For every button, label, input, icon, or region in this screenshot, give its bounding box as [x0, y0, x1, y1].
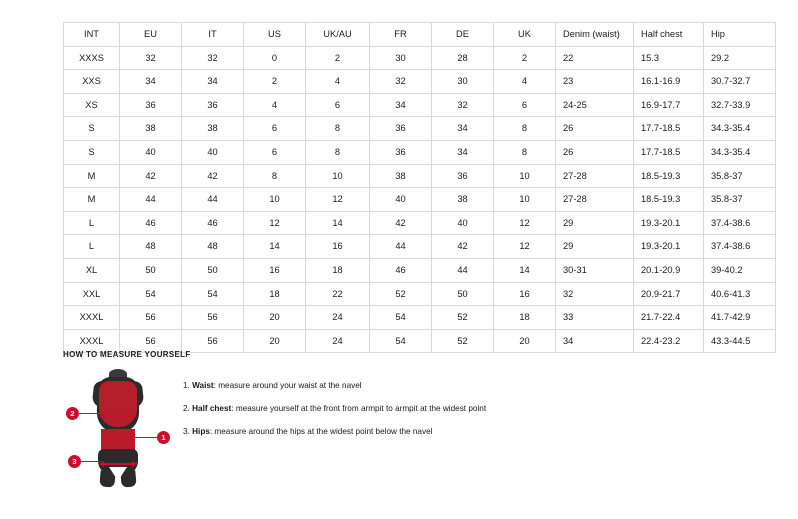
table-cell: 32	[182, 46, 244, 70]
instruction-number: 2.	[183, 403, 190, 413]
waist-leader-line	[135, 437, 157, 438]
table-cell: 48	[120, 235, 182, 259]
table-cell: 44	[432, 258, 494, 282]
mannequin-illustration	[63, 369, 173, 504]
table-cell: 34	[182, 70, 244, 94]
table-cell: 22	[306, 282, 370, 306]
size-conversion-table	[63, 22, 776, 353]
table-cell: 44	[182, 188, 244, 212]
table-cell: 46	[120, 211, 182, 235]
table-cell: 6	[244, 140, 306, 164]
instruction-text: : measure around your waist at the navel	[213, 381, 362, 390]
table-cell: 41.7-42.9	[704, 306, 776, 330]
table-cell: S	[64, 140, 120, 164]
table-cell: 50	[432, 282, 494, 306]
hips-leader-line	[81, 461, 101, 462]
table-cell: 29.2	[704, 46, 776, 70]
table-cell: 6	[244, 117, 306, 141]
table-cell: 36	[432, 164, 494, 188]
table-cell: 18	[244, 282, 306, 306]
table-cell: 54	[120, 282, 182, 306]
table-cell: 42	[120, 164, 182, 188]
table-cell: M	[64, 164, 120, 188]
table-cell: 54	[370, 306, 432, 330]
instruction-half-chest	[183, 404, 486, 414]
table-cell: XXS	[64, 70, 120, 94]
table-cell: 36	[370, 117, 432, 141]
table-cell: XXL	[64, 282, 120, 306]
table-cell: 19.3-20.1	[634, 211, 704, 235]
table-cell: 44	[370, 235, 432, 259]
table-cell: 56	[182, 329, 244, 353]
instruction-number: 3.	[183, 426, 190, 436]
mannequin-bust-inner	[99, 381, 137, 427]
table-cell: 18.5-19.3	[634, 188, 704, 212]
table-cell: 20	[244, 306, 306, 330]
table-cell: 27-28	[556, 188, 634, 212]
table-row	[64, 306, 776, 330]
table-cell: 4	[244, 93, 306, 117]
table-cell: 15.3	[634, 46, 704, 70]
table-cell: 56	[120, 329, 182, 353]
measure-instructions	[183, 369, 486, 450]
table-cell: XXXS	[64, 46, 120, 70]
table-cell: 32	[370, 70, 432, 94]
table-row	[64, 211, 776, 235]
table-cell: 34	[120, 70, 182, 94]
table-cell: 32.7-33.9	[704, 93, 776, 117]
table-cell: 30	[370, 46, 432, 70]
table-cell: 23	[556, 70, 634, 94]
table-cell: 46	[182, 211, 244, 235]
column-header-half-chest: Half chest	[634, 23, 704, 47]
half-chest-measure-arrow	[99, 413, 137, 419]
table-cell: 24-25	[556, 93, 634, 117]
table-cell: XXXL	[64, 306, 120, 330]
table-cell: 38	[370, 164, 432, 188]
table-cell: 34.3-35.4	[704, 117, 776, 141]
instruction-term: Half chest	[192, 403, 232, 413]
table-cell: XXXL	[64, 329, 120, 353]
badge-2-half-chest: 2	[66, 407, 79, 420]
table-row	[64, 117, 776, 141]
hips-measure-arrow	[99, 461, 137, 467]
table-cell: 14	[306, 211, 370, 235]
how-to-measure-section	[63, 350, 735, 504]
table-cell: 6	[306, 93, 370, 117]
table-cell: 50	[120, 258, 182, 282]
table-cell: 34	[556, 329, 634, 353]
table-cell: 12	[494, 235, 556, 259]
table-cell: 0	[244, 46, 306, 70]
column-header-uk: UK	[494, 23, 556, 47]
table-cell: XL	[64, 258, 120, 282]
table-cell: 16.1-16.9	[634, 70, 704, 94]
table-cell: 26	[556, 140, 634, 164]
table-cell: 22	[556, 46, 634, 70]
half-chest-leader-line	[79, 413, 101, 414]
table-cell: 24	[306, 329, 370, 353]
table-cell: 40	[370, 188, 432, 212]
instruction-term: Hips	[192, 426, 210, 436]
arrow-right-icon	[132, 461, 137, 467]
table-cell: 2	[306, 46, 370, 70]
instruction-hips	[183, 427, 486, 437]
measure-bar	[107, 439, 130, 440]
table-cell: 35.8-37	[704, 188, 776, 212]
column-header-hip: Hip	[704, 23, 776, 47]
table-cell: 28	[432, 46, 494, 70]
table-cell: 10	[244, 188, 306, 212]
table-row	[64, 93, 776, 117]
table-cell: 21.7-22.4	[634, 306, 704, 330]
table-cell: 32	[556, 282, 634, 306]
table-cell: 4	[306, 70, 370, 94]
table-cell: S	[64, 117, 120, 141]
table-cell: 34.3-35.4	[704, 140, 776, 164]
arrow-right-icon	[132, 413, 137, 419]
table-cell: 18	[306, 258, 370, 282]
table-cell: 42	[432, 235, 494, 259]
table-cell: 14	[494, 258, 556, 282]
table-cell: 52	[432, 329, 494, 353]
table-cell: 54	[182, 282, 244, 306]
table-row	[64, 46, 776, 70]
table-cell: 52	[370, 282, 432, 306]
table-cell: 50	[182, 258, 244, 282]
table-cell: 16.9-17.7	[634, 93, 704, 117]
table-cell: 52	[432, 306, 494, 330]
table-cell: 40	[182, 140, 244, 164]
table-cell: 40	[120, 140, 182, 164]
table-cell: 16	[306, 235, 370, 259]
table-cell: 40.6-41.3	[704, 282, 776, 306]
table-cell: M	[64, 188, 120, 212]
table-cell: 10	[494, 188, 556, 212]
table-cell: 30	[432, 70, 494, 94]
column-header-fr: FR	[370, 23, 432, 47]
table-cell: 35.8-37	[704, 164, 776, 188]
table-cell: 24	[306, 306, 370, 330]
table-row	[64, 70, 776, 94]
table-cell: 18.5-19.3	[634, 164, 704, 188]
table-cell: 48	[182, 235, 244, 259]
column-header-eu: EU	[120, 23, 182, 47]
table-cell: 8	[494, 117, 556, 141]
table-row	[64, 140, 776, 164]
table-cell: 36	[182, 93, 244, 117]
table-cell: 34	[432, 117, 494, 141]
table-cell: 38	[120, 117, 182, 141]
table-cell: 12	[494, 211, 556, 235]
table-cell: 39-40.2	[704, 258, 776, 282]
table-cell: 8	[306, 140, 370, 164]
table-cell: 20.9-21.7	[634, 282, 704, 306]
table-cell: 17.7-18.5	[634, 117, 704, 141]
table-cell: 2	[494, 46, 556, 70]
table-cell: 36	[370, 140, 432, 164]
table-cell: 18	[494, 306, 556, 330]
table-cell: 20	[494, 329, 556, 353]
column-header-it: IT	[182, 23, 244, 47]
table-cell: 29	[556, 235, 634, 259]
table-cell: 40	[432, 211, 494, 235]
table-cell: 46	[370, 258, 432, 282]
table-cell: 12	[306, 188, 370, 212]
table-cell: 30.7-32.7	[704, 70, 776, 94]
table-body	[64, 46, 776, 353]
table-cell: 20.1-20.9	[634, 258, 704, 282]
table-cell: 22.4-23.2	[634, 329, 704, 353]
size-table-container	[63, 22, 751, 353]
table-cell: 54	[370, 329, 432, 353]
table-row	[64, 258, 776, 282]
column-header-uk-au: UK/AU	[306, 23, 370, 47]
column-header-int: INT	[64, 23, 120, 47]
table-cell: 33	[556, 306, 634, 330]
table-cell: 8	[244, 164, 306, 188]
table-cell: 6	[494, 93, 556, 117]
instruction-waist	[183, 381, 486, 391]
table-row	[64, 164, 776, 188]
table-cell: 8	[494, 140, 556, 164]
badge-1-waist: 1	[157, 431, 170, 444]
table-cell: 10	[494, 164, 556, 188]
table-cell: 38	[432, 188, 494, 212]
table-cell: 34	[370, 93, 432, 117]
table-cell: XS	[64, 93, 120, 117]
waist-measure-arrow	[102, 437, 135, 443]
table-header-row	[64, 23, 776, 47]
table-cell: 17.7-18.5	[634, 140, 704, 164]
table-cell: 32	[120, 46, 182, 70]
table-row	[64, 235, 776, 259]
table-cell: 20	[244, 329, 306, 353]
table-cell: 16	[244, 258, 306, 282]
badge-3-hips: 3	[68, 455, 81, 468]
table-cell: L	[64, 211, 120, 235]
measure-bar	[104, 463, 132, 464]
table-cell: 44	[120, 188, 182, 212]
table-cell: 32	[432, 93, 494, 117]
table-cell: 4	[494, 70, 556, 94]
instruction-text: : measure around the hips at the widest point below the navel	[209, 426, 433, 436]
table-cell: 27-28	[556, 164, 634, 188]
table-cell: 56	[182, 306, 244, 330]
table-cell: 26	[556, 117, 634, 141]
how-to-measure-title: HOW TO MEASURE YOURSELF	[63, 350, 191, 359]
instruction-number: 1.	[183, 381, 190, 390]
table-cell: 37.4-38.6	[704, 235, 776, 259]
table-cell: 10	[306, 164, 370, 188]
table-cell: L	[64, 235, 120, 259]
table-row	[64, 188, 776, 212]
how-to-measure-body	[63, 369, 735, 504]
table-cell: 14	[244, 235, 306, 259]
table-cell: 2	[244, 70, 306, 94]
table-row	[64, 282, 776, 306]
instruction-text: : measure yourself at the front from armpit to armpit at the widest point	[231, 403, 487, 413]
table-cell: 42	[370, 211, 432, 235]
table-cell: 56	[120, 306, 182, 330]
table-cell: 37.4-38.6	[704, 211, 776, 235]
table-cell: 29	[556, 211, 634, 235]
table-cell: 43.3-44.5	[704, 329, 776, 353]
table-cell: 42	[182, 164, 244, 188]
table-cell: 16	[494, 282, 556, 306]
table-cell: 34	[432, 140, 494, 164]
instruction-term: Waist	[192, 381, 214, 390]
column-header-us: US	[244, 23, 306, 47]
measure-bar	[104, 415, 132, 416]
column-header-de: DE	[432, 23, 494, 47]
column-header-denim-waist: Denim (waist)	[556, 23, 634, 47]
table-cell: 12	[244, 211, 306, 235]
table-cell: 8	[306, 117, 370, 141]
table-cell: 30-31	[556, 258, 634, 282]
table-cell: 19.3-20.1	[634, 235, 704, 259]
table-cell: 38	[182, 117, 244, 141]
table-cell: 36	[120, 93, 182, 117]
